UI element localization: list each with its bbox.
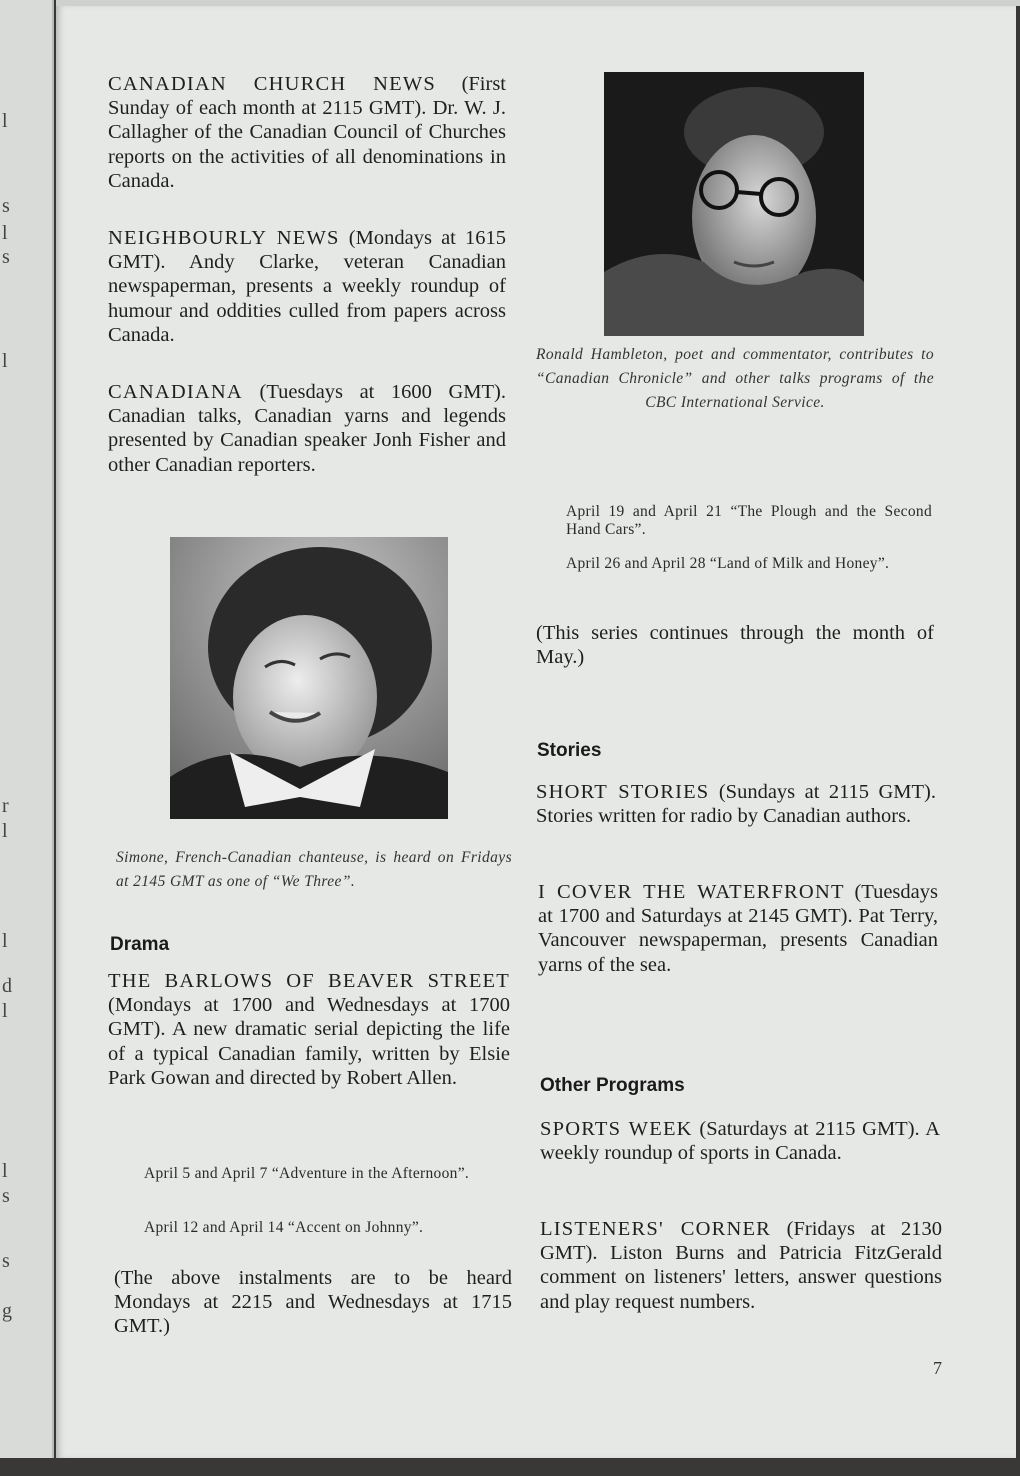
barlows-entry bbox=[108, 969, 510, 1090]
hambleton-photo bbox=[604, 72, 864, 336]
program-description: (Saturdays at 2115 GMT). A weekly roundup of sports in Canada. bbox=[540, 1118, 941, 1165]
program-title: SHORT STORIES bbox=[536, 781, 710, 803]
program-title: LISTENERS' CORNER bbox=[540, 1218, 772, 1240]
background-surface bbox=[0, 1458, 1020, 1476]
facing-page-fragment: l bbox=[2, 1160, 8, 1182]
facing-page-fragment: l bbox=[2, 222, 8, 244]
episode-item: April 5 and April 7 “Adventure in the Afternoon”. bbox=[144, 1165, 470, 1182]
program-description: (Mondays at 1700 and Wednesdays at 1700 GMT). A new dramatic serial depicting the life of a typical Canadian family, written by Elsie Park Gowan and directed by Robert Allen. bbox=[108, 994, 510, 1089]
program-description: (Tuesdays at 1600 GMT). Canadian talks, Canadian yarns and legends presented by Canadian speaker Jonh Fisher and other Canadian reporters. bbox=[108, 381, 506, 476]
program-description: (First Sunday of each month at 2115 GMT). Dr. W. J. Callagher of the Canadian Council of Churches reports on the activities of all denominations in Canada. bbox=[108, 73, 506, 192]
facing-page-fragment: s bbox=[2, 1185, 10, 1207]
facing-page-fragment: r bbox=[2, 795, 9, 817]
program-title: NEIGHBOURLY NEWS bbox=[108, 227, 340, 249]
stories-heading: Stories bbox=[537, 740, 602, 761]
other-programs-heading: Other Programs bbox=[540, 1075, 685, 1096]
facing-page-fragment: s bbox=[2, 246, 10, 268]
program-title: CANADIAN CHURCH NEWS bbox=[108, 73, 436, 95]
facing-page-fragment: l bbox=[2, 930, 8, 952]
simone-caption: Simone, French-Canadian chanteuse, is heard on Fridays at 2145 GMT as one of “We Three”. bbox=[116, 849, 512, 890]
hambleton-caption: Ronald Hambleton, poet and commentator, contributes to “Canadian Chronicle” and other talks programs of the CBC International Service. bbox=[536, 346, 934, 411]
facing-page-fragment: l bbox=[2, 350, 8, 372]
program-title: I COVER THE WATERFRONT bbox=[538, 881, 845, 903]
episode-item: April 12 and April 14 “Accent on Johnny”. bbox=[144, 1219, 424, 1236]
program-title: THE BARLOWS OF BEAVER STREET bbox=[108, 970, 510, 992]
waterfront-entry bbox=[538, 880, 938, 977]
short-stories-entry bbox=[536, 780, 936, 828]
neighbourly-news-entry bbox=[108, 226, 506, 347]
page-number: 7 bbox=[933, 1358, 942, 1378]
canadiana-entry bbox=[108, 380, 506, 477]
episode-item: April 19 and April 21 “The Plough and the Second Hand Cars”. bbox=[566, 503, 932, 538]
program-description: (Fridays at 2130 GMT). Liston Burns and Patricia FitzGerald comment on listeners' letters, answer questions and play request numbers. bbox=[540, 1218, 942, 1313]
episode-item: April 26 and April 28 “Land of Milk and Honey”. bbox=[566, 555, 890, 572]
facing-page-edge bbox=[0, 0, 54, 1458]
facing-page-fragment: g bbox=[2, 1300, 12, 1322]
program-description: (Sundays at 2115 GMT). Stories written for radio by Canadian authors. bbox=[536, 781, 936, 828]
barlows-note: (The above instalments are to be heard Mondays at 2215 and Wednesdays at 1715 GMT.) bbox=[114, 1267, 512, 1338]
church-news-entry bbox=[108, 72, 506, 193]
facing-page-fragment: s bbox=[2, 1250, 10, 1272]
sports-week-entry bbox=[540, 1117, 940, 1165]
facing-page-fragment: l bbox=[2, 1000, 8, 1022]
program-description: (Tuesdays at 1700 and Saturdays at 2145 GMT). Pat Terry, Vancouver newspaperman, presents Canadian yarns of the sea. bbox=[538, 881, 938, 976]
program-description: (Mondays at 1615 GMT). Andy Clarke, veteran Canadian newspaperman, presents a weekly roundup of humour and oddities culled from papers across Canada. bbox=[108, 227, 506, 346]
drama-heading: Drama bbox=[110, 934, 170, 955]
listeners-corner-entry bbox=[540, 1217, 942, 1314]
series-note: (This series continues through the month of May.) bbox=[536, 622, 934, 669]
program-title: CANADIANA bbox=[108, 381, 243, 403]
program-title: SPORTS WEEK bbox=[540, 1118, 693, 1140]
facing-page-fragment: s bbox=[2, 195, 10, 217]
facing-page-fragment: l bbox=[2, 820, 8, 842]
facing-page-fragment: d bbox=[2, 975, 12, 997]
simone-photo bbox=[170, 537, 448, 819]
facing-page-fragment: l bbox=[2, 110, 8, 132]
